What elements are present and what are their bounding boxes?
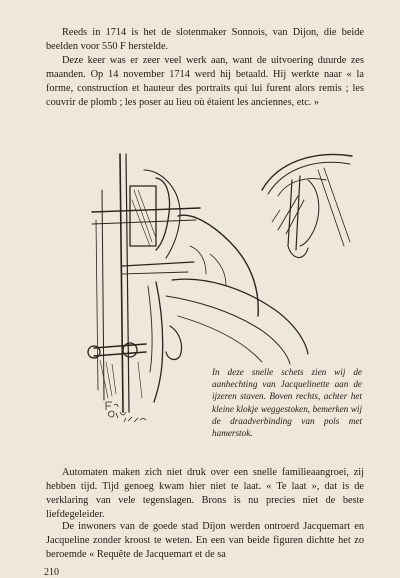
- paragraph-4: De inwoners van de goede stad Dijon werden ontroerd Jacquemart en Jacqueline zonder kroost te weten. En een van beide figuren dichtte het zo beroemde « Requête de Jacquemart et de sa: [46, 521, 364, 560]
- paragraph-2: Deze keer was er zeer veel werk aan, want de uitvoering duurde zes maanden. Op 14 november 1714 werd hij betaald. Hij werkte naar « la forme, construction et hauteur des portraits qui lui furent alors remis ; les couvrir de plomb ; les poser au lieu où étaient les anciennes, etc. »: [46, 55, 364, 108]
- figure-caption: In deze snelle schets zien wij de aanhechting van Jacquelinette aan de ijzeren staven. Boven rechts, achter het kleine klokje weggestoken, bemerken wij de draadverbinding van pols met hamerstok.: [212, 367, 362, 439]
- paragraph-3: Automaten maken zich niet druk over een snelle familieaangroei, zij hebben tijd. Tijd genoeg kwam hier niet te laat. « Te laat », dat is de verklaring van vele tegenslagen. Brons is nu precies niet de beste liefdegeleider.: [46, 467, 364, 520]
- artist-signature: [102, 396, 150, 426]
- page-number: 210: [44, 567, 59, 578]
- paragraph-1: Reeds in 1714 is het de slotenmaker Sonnois, van Dijon, die beide beelden voor 550 F herstelde.: [46, 27, 364, 52]
- signature-scrawl-icon: [102, 396, 150, 426]
